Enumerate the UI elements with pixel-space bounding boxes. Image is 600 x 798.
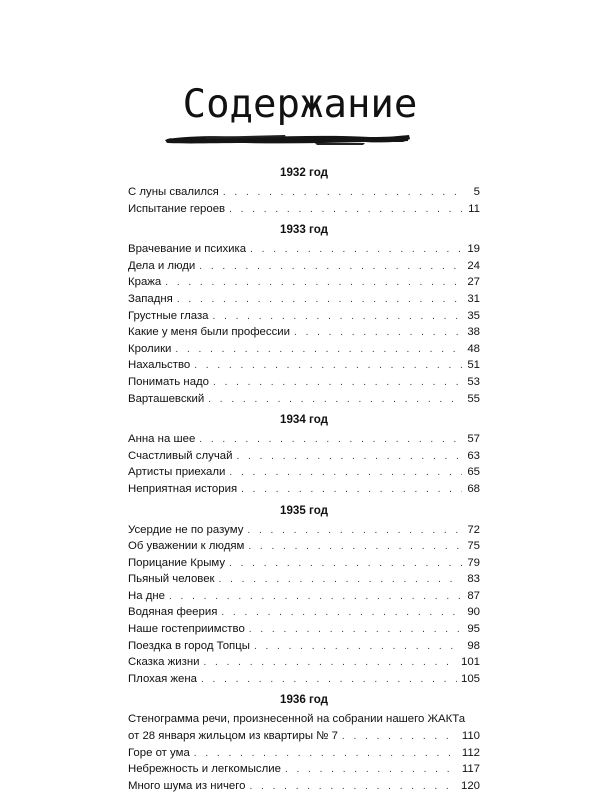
entry-title: Врачевание и психика xyxy=(128,243,247,256)
toc-entry[interactable] xyxy=(128,778,480,795)
dot-leader xyxy=(229,465,462,482)
entry-title: Пьяный человек xyxy=(128,573,215,586)
toc-entry[interactable] xyxy=(128,522,480,539)
toc-entry[interactable] xyxy=(128,538,480,555)
dot-leader xyxy=(194,746,458,763)
toc-entry[interactable] xyxy=(128,638,480,655)
dot-leader xyxy=(203,655,457,672)
entry-page-number: 110 xyxy=(461,730,480,743)
toc-section xyxy=(128,691,480,794)
toc-entry[interactable] xyxy=(128,391,480,408)
dot-leader xyxy=(254,639,462,656)
toc-entry[interactable] xyxy=(128,448,480,465)
entry-title: Небрежность и легкомыслие xyxy=(128,763,281,776)
entry-title: Испытание героев xyxy=(128,202,226,215)
dot-leader xyxy=(229,202,462,219)
entry-title: Неприятная история xyxy=(128,482,238,495)
entry-page-number: 57 xyxy=(467,433,480,446)
dot-leader xyxy=(221,605,462,622)
section-year-heading: 1936 год xyxy=(280,693,328,707)
entry-page-number: 63 xyxy=(467,449,480,462)
dot-leader xyxy=(208,392,462,409)
dot-leader xyxy=(177,292,462,309)
entry-title: Анна на шее xyxy=(128,433,196,446)
toc-entry[interactable] xyxy=(128,357,480,374)
entry-page-number: 55 xyxy=(467,392,480,405)
toc-entry[interactable] xyxy=(128,745,480,762)
entry-page-number: 72 xyxy=(467,523,480,536)
page-title: Содержание xyxy=(182,82,418,127)
dot-leader xyxy=(342,729,458,746)
dot-leader xyxy=(213,375,462,392)
entry-title: Западня xyxy=(128,292,173,305)
entry-page-number: 24 xyxy=(467,259,480,272)
dot-leader xyxy=(219,572,462,589)
brush-stroke-divider xyxy=(165,131,410,147)
entry-title: Поездка в город Топцы xyxy=(128,639,250,652)
entry-page-number: 98 xyxy=(467,639,480,652)
dot-leader xyxy=(294,325,462,342)
entry-title: Счастливый случай xyxy=(128,449,233,462)
dot-leader xyxy=(201,672,457,689)
entry-title: С луны свалился xyxy=(128,186,219,198)
entry-title: Об уважении к людям xyxy=(128,540,245,553)
section-year-heading: 1934 год xyxy=(280,413,328,427)
toc-entry[interactable] xyxy=(128,671,480,688)
dot-leader xyxy=(175,342,462,359)
entry-page-number: 120 xyxy=(460,779,480,792)
toc-entry[interactable] xyxy=(128,184,480,201)
toc-entry[interactable] xyxy=(128,258,480,275)
entry-title: Горе от ума xyxy=(128,746,190,759)
entry-title: Сказка жизни xyxy=(128,656,200,669)
toc-entry[interactable] xyxy=(128,711,480,744)
toc-entry[interactable] xyxy=(128,621,480,638)
entry-title: Дела и люди xyxy=(128,259,196,272)
entry-title: Усердие не по разуму xyxy=(128,523,244,536)
entry-title: Порицание Крыму xyxy=(128,556,226,569)
entry-page-number: 117 xyxy=(461,763,480,776)
entry-page-number: 68 xyxy=(467,482,480,495)
entry-page-number: 112 xyxy=(461,746,480,759)
section-year-heading: 1932 год xyxy=(280,166,328,179)
dot-leader xyxy=(247,523,462,540)
dot-leader xyxy=(249,622,462,639)
entry-page-number: 5 xyxy=(473,186,480,198)
toc-section xyxy=(128,411,480,497)
entry-page-number: 101 xyxy=(460,656,480,669)
toc-entry[interactable] xyxy=(128,464,480,481)
dot-leader xyxy=(213,309,462,326)
dot-leader xyxy=(250,242,462,259)
entry-page-number: 27 xyxy=(467,276,480,289)
toc-entry[interactable] xyxy=(128,654,480,671)
toc-entry[interactable] xyxy=(128,308,480,325)
toc-section xyxy=(128,164,480,217)
toc-entry[interactable] xyxy=(128,341,480,358)
entry-title: Нахальство xyxy=(128,359,191,372)
entry-title: Кража xyxy=(128,276,162,289)
entry-title: Понимать надо xyxy=(128,375,210,388)
toc-entry[interactable] xyxy=(128,604,480,621)
entry-title: Какие у меня были профессии xyxy=(128,326,291,339)
entry-page-number: 35 xyxy=(467,309,480,322)
toc-entry[interactable] xyxy=(128,374,480,391)
toc-entry[interactable] xyxy=(128,571,480,588)
section-year-heading: 1933 год xyxy=(280,223,328,237)
entry-page-number: 31 xyxy=(467,292,480,305)
toc-entry[interactable] xyxy=(128,291,480,308)
toc-entry[interactable] xyxy=(128,761,480,778)
entry-title-continued: от 28 января жильцом из квартиры № 7 xyxy=(128,730,338,743)
entry-page-number: 11 xyxy=(468,202,480,215)
entry-page-number: 105 xyxy=(460,672,480,685)
entry-page-number: 53 xyxy=(467,375,480,388)
toc-entry[interactable] xyxy=(128,481,480,498)
dot-leader xyxy=(248,539,462,556)
dot-leader xyxy=(249,779,457,796)
entry-title: Кролики xyxy=(128,342,172,355)
entry-page-number: 38 xyxy=(467,326,480,339)
entry-title: На дне xyxy=(128,589,165,602)
entry-page-number: 75 xyxy=(467,540,480,553)
entry-title: Варташевский xyxy=(128,392,205,405)
entry-title: Артисты приехали xyxy=(128,466,226,479)
entry-page-number: 95 xyxy=(467,623,480,636)
dot-leader xyxy=(236,449,462,466)
toc-entry[interactable] xyxy=(128,555,480,572)
entry-title: Много шума из ничего xyxy=(128,779,246,792)
dot-leader xyxy=(285,762,458,779)
dot-leader xyxy=(169,589,462,606)
entry-page-number: 65 xyxy=(467,466,480,479)
entry-title: Грустные глаза xyxy=(128,309,209,322)
dot-leader xyxy=(223,185,462,202)
toc-section xyxy=(128,502,480,688)
table-of-contents xyxy=(128,164,480,798)
entry-title: Плохая жена xyxy=(128,672,197,685)
dot-leader xyxy=(241,482,462,499)
section-year-heading: 1935 год xyxy=(280,503,328,517)
entry-page-number: 83 xyxy=(467,573,480,586)
entry-page-number: 48 xyxy=(467,342,480,355)
toc-entry[interactable] xyxy=(128,431,480,448)
entry-title: Стенограмма речи, произнесенной на собрании нашего ЖАКТа xyxy=(128,713,466,726)
dot-leader xyxy=(199,259,462,276)
entry-title: Водяная феерия xyxy=(128,606,218,619)
entry-page-number: 90 xyxy=(467,606,480,619)
toc-entry[interactable] xyxy=(128,241,480,258)
toc-entry[interactable] xyxy=(128,201,480,218)
dot-leader xyxy=(165,275,462,292)
dot-leader xyxy=(194,358,462,375)
entry-page-number: 51 xyxy=(467,359,480,372)
toc-entry[interactable] xyxy=(128,588,480,605)
dot-leader xyxy=(229,556,462,573)
toc-entry[interactable] xyxy=(128,324,480,341)
entry-title: Наше гостеприимство xyxy=(128,623,245,636)
toc-section xyxy=(128,221,480,407)
dot-leader xyxy=(199,432,462,449)
entry-page-number: 19 xyxy=(467,243,480,256)
entry-page-number: 79 xyxy=(467,556,480,569)
entry-page-number: 87 xyxy=(467,589,480,602)
toc-entry[interactable] xyxy=(128,274,480,291)
